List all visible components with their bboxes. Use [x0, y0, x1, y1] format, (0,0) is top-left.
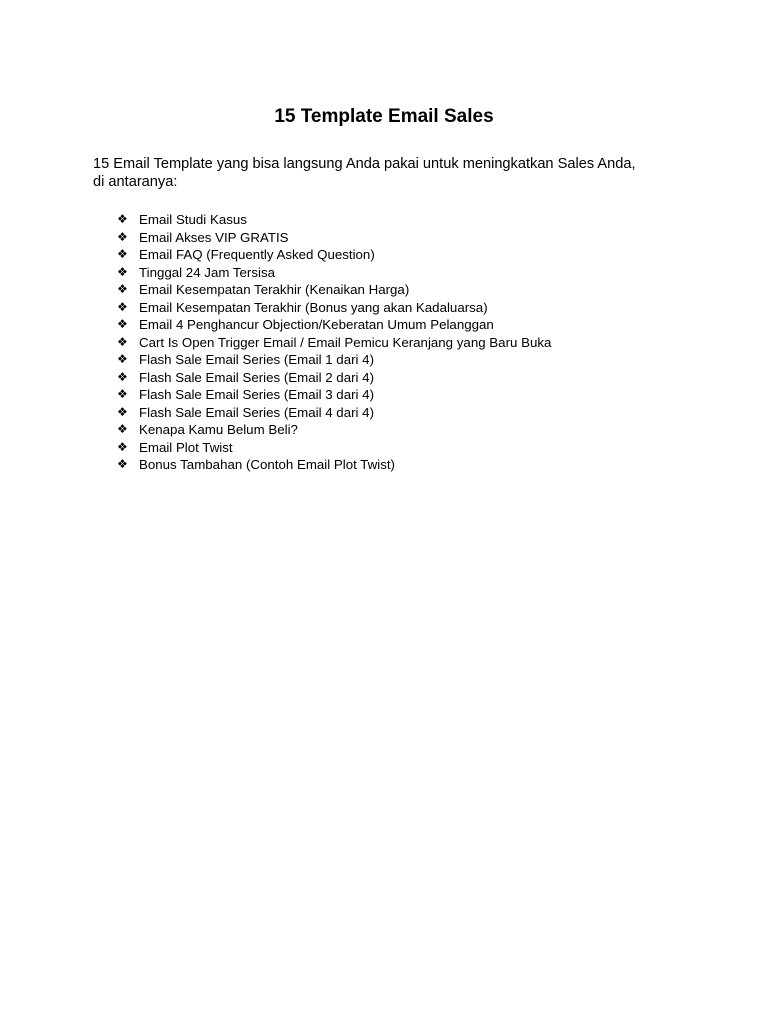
list-item [117, 439, 551, 457]
list-item [117, 369, 551, 387]
list-item-label: Tinggal 24 Jam Tersisa [139, 264, 275, 280]
diamond-bullet-icon: ❖ [117, 212, 128, 226]
diamond-bullet-icon: ❖ [117, 264, 128, 279]
list-item [117, 246, 551, 264]
list-item-label: Flash Sale Email Series (Email 2 dari 4) [139, 369, 374, 385]
list-item [117, 421, 551, 439]
diamond-bullet-icon: ❖ [117, 352, 128, 366]
diamond-bullet-icon: ❖ [117, 404, 128, 419]
list-item [117, 456, 551, 474]
list-item-label: Email Kesempatan Terakhir (Kenaikan Harga) [139, 282, 410, 297]
diamond-bullet-icon: ❖ [117, 229, 128, 244]
list-item-label: Email Kesempatan Terakhir (Bonus yang akan Kadaluarsa) [139, 299, 488, 315]
diamond-bullet-icon: ❖ [117, 457, 128, 471]
intro-paragraph [93, 155, 693, 191]
template-list [117, 211, 551, 474]
list-item-label: Cart Is Open Trigger Email / Email Pemicu Keranjang yang Baru Buka [139, 334, 552, 350]
list-item-label: Email Plot Twist [139, 439, 233, 455]
list-item-label: Flash Sale Email Series (Email 3 dari 4) [139, 387, 374, 402]
intro-line-2: di antaranya: [93, 174, 178, 190]
diamond-bullet-icon: ❖ [117, 299, 128, 314]
list-item-label: Email 4 Penghancur Objection/Keberatan Umum Pelanggan [139, 317, 494, 332]
list-item [117, 299, 551, 317]
list-item [117, 404, 551, 422]
list-item [117, 211, 551, 229]
list-item [117, 281, 551, 299]
list-item-label: Email Akses VIP GRATIS [139, 229, 289, 245]
list-item-label: Email FAQ (Frequently Asked Question) [139, 247, 375, 262]
intro-line-1: 15 Email Template yang bisa langsung Anda pakai untuk meningkatkan Sales Anda, [93, 156, 636, 172]
diamond-bullet-icon: ❖ [117, 334, 128, 349]
list-item [117, 351, 551, 369]
list-item-label: Flash Sale Email Series (Email 1 dari 4) [139, 352, 374, 367]
list-item-label: Kenapa Kamu Belum Beli? [139, 422, 298, 437]
diamond-bullet-icon: ❖ [117, 369, 128, 384]
diamond-bullet-icon: ❖ [117, 387, 128, 401]
diamond-bullet-icon: ❖ [117, 247, 128, 261]
list-item-label: Bonus Tambahan (Contoh Email Plot Twist) [139, 457, 395, 472]
diamond-bullet-icon: ❖ [117, 422, 128, 436]
list-item [117, 229, 551, 247]
list-item [117, 386, 551, 404]
list-item [117, 334, 551, 352]
document-title: 15 Template Email Sales [274, 106, 494, 127]
list-item-label: Email Studi Kasus [139, 212, 247, 227]
diamond-bullet-icon: ❖ [117, 439, 128, 454]
list-item [117, 264, 551, 282]
list-item [117, 316, 551, 334]
diamond-bullet-icon: ❖ [117, 317, 128, 331]
list-item-label: Flash Sale Email Series (Email 4 dari 4) [139, 404, 374, 420]
diamond-bullet-icon: ❖ [117, 282, 128, 296]
